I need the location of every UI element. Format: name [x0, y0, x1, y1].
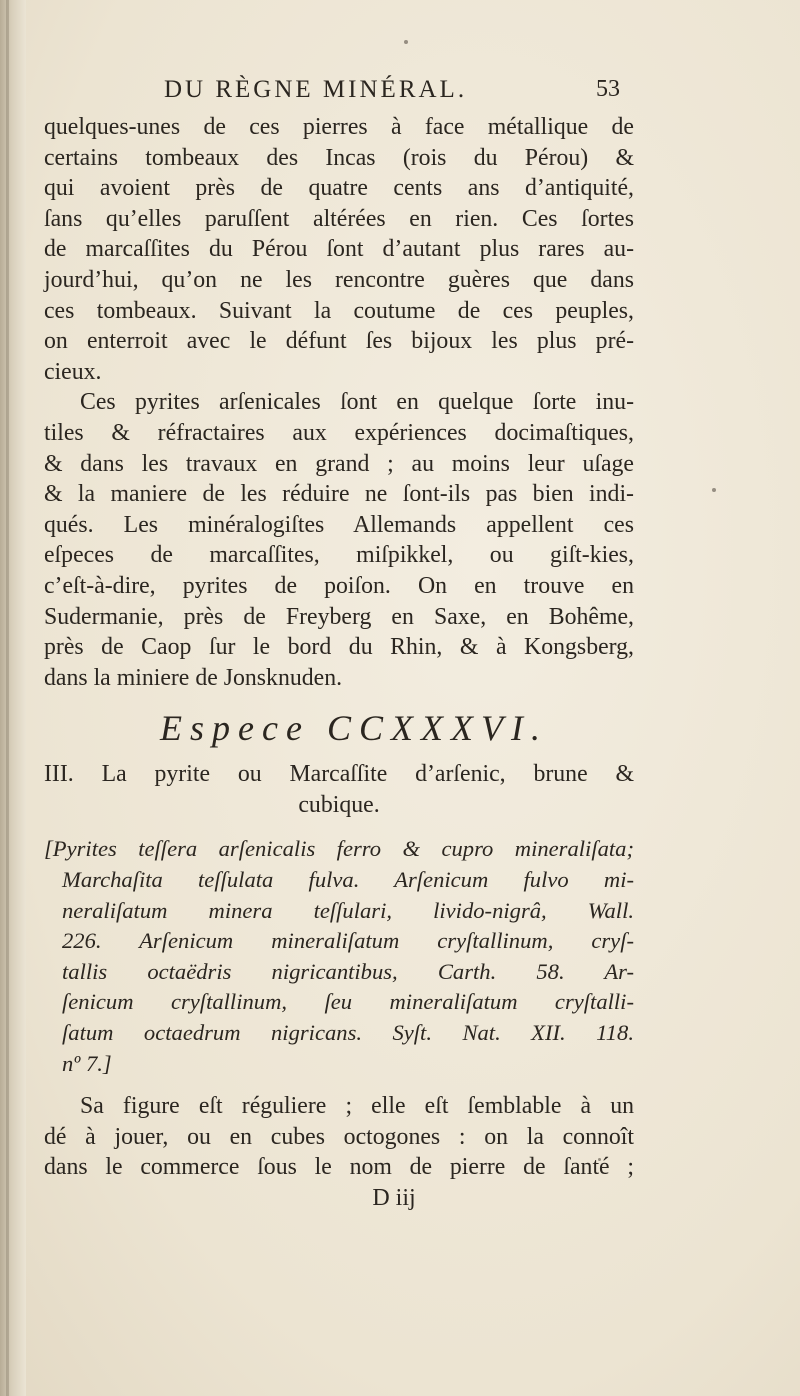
text-line: [Pyrites teſſera arſenicalis ferro & cupro mineraliſata;	[44, 836, 634, 862]
running-title: DU RÈGNE MINÉRAL.	[164, 76, 468, 103]
text-line: Sudermanie, près de Freyberg en Saxe, en Bohême,	[44, 603, 634, 630]
text-line: ſans qu’elles paruſſent altérées en rien. Ces ſortes	[44, 205, 634, 232]
species-heading: Espece CCXXXVI.	[160, 708, 548, 749]
running-head	[44, 72, 634, 112]
text-line: & dans les travaux en grand ; au moins leur uſage	[44, 450, 634, 477]
paper-speck	[712, 488, 716, 492]
text-line: III. La pyrite ou Marcaſſite d’arſenic, brune &	[44, 761, 634, 788]
text-line: quelques-unes de ces pierres à face métallique de	[44, 114, 634, 140]
text-line: près de Caop ſur le bord du Rhin, & à Kongsberg,	[44, 634, 634, 661]
text-line: c’eſt-à-dire, pyrites de poiſon. On en trouve en	[44, 572, 634, 599]
text-line: Ces pyrites arſenicales ſont en quelque ſorte inu-	[80, 389, 634, 416]
paper-speck	[404, 40, 408, 44]
signature-mark: D iij	[372, 1185, 416, 1211]
text-line: certains tombeaux des Incas (rois du Pérou) &	[44, 144, 634, 171]
text-line: qui avoient près de quatre cents ans d’antiquité,	[44, 175, 634, 202]
text-line: & la maniere de les réduire ne ſont-ils pas bien indi-	[44, 481, 634, 508]
paragraph-2	[44, 387, 634, 693]
paragraph-3	[44, 1091, 634, 1183]
synonymy-block	[44, 834, 634, 1079]
text-line: dans le commerce ſous le nom de pierre de ſanté ;	[44, 1154, 634, 1181]
text-block	[44, 72, 634, 1213]
text-line: qués. Les minéralogiſtes Allemands appellent ces	[44, 511, 634, 538]
text-line: ces tombeaux. Suivant la coutume de ces peuples,	[44, 297, 634, 324]
item-title	[44, 759, 634, 820]
text-line: Marchaſita teſſulata fulva. Arſenicum fulvo mi-	[62, 867, 634, 893]
text-line: neraliſatum minera teſſulari, livido-nigrâ, Wall.	[62, 897, 634, 923]
paragraph-1	[44, 112, 634, 387]
text-line: ſatum octaedrum nigricans. Syſt. Nat. XII. 118.	[62, 1020, 634, 1046]
text-line: cieux.	[44, 358, 102, 385]
text-line: on enterroit avec le défunt ſes bijoux les plus pré-	[44, 328, 634, 355]
text-line: nº 7.]	[62, 1050, 112, 1076]
text-line: de marcaſſites du Pérou ſont d’autant plus rares au-	[44, 236, 634, 263]
text-line: tiles & réfractaires aux expériences docimaſtiques,	[44, 419, 634, 446]
text-line: Sa figure eſt réguliere ; elle eſt ſemblable à un	[80, 1093, 634, 1120]
page-number: 53	[596, 76, 620, 102]
text-line: eſpeces de marcaſſites, miſpikkel, ou giſt-kies,	[44, 542, 634, 569]
text-line: jourd’hui, qu’on ne les rencontre guères que dans	[44, 266, 634, 293]
page-gutter	[0, 0, 26, 1396]
text-line: tallis octaëdris nigricantibus, Carth. 58. Ar-	[62, 958, 634, 984]
gutter-shadow-line	[6, 0, 9, 1396]
text-line: ſenicum cryſtallinum, ſeu mineraliſatum cryſtalli-	[62, 989, 634, 1015]
text-line: dans la miniere de Jonsknuden.	[44, 664, 343, 691]
text-line: cubique.	[298, 791, 380, 818]
text-line: dé à jouer, ou en cubes octogones : on la connoît	[44, 1123, 634, 1150]
text-line: 226. Arſenicum mineraliſatum cryſtallinum, cryſ-	[62, 928, 634, 954]
